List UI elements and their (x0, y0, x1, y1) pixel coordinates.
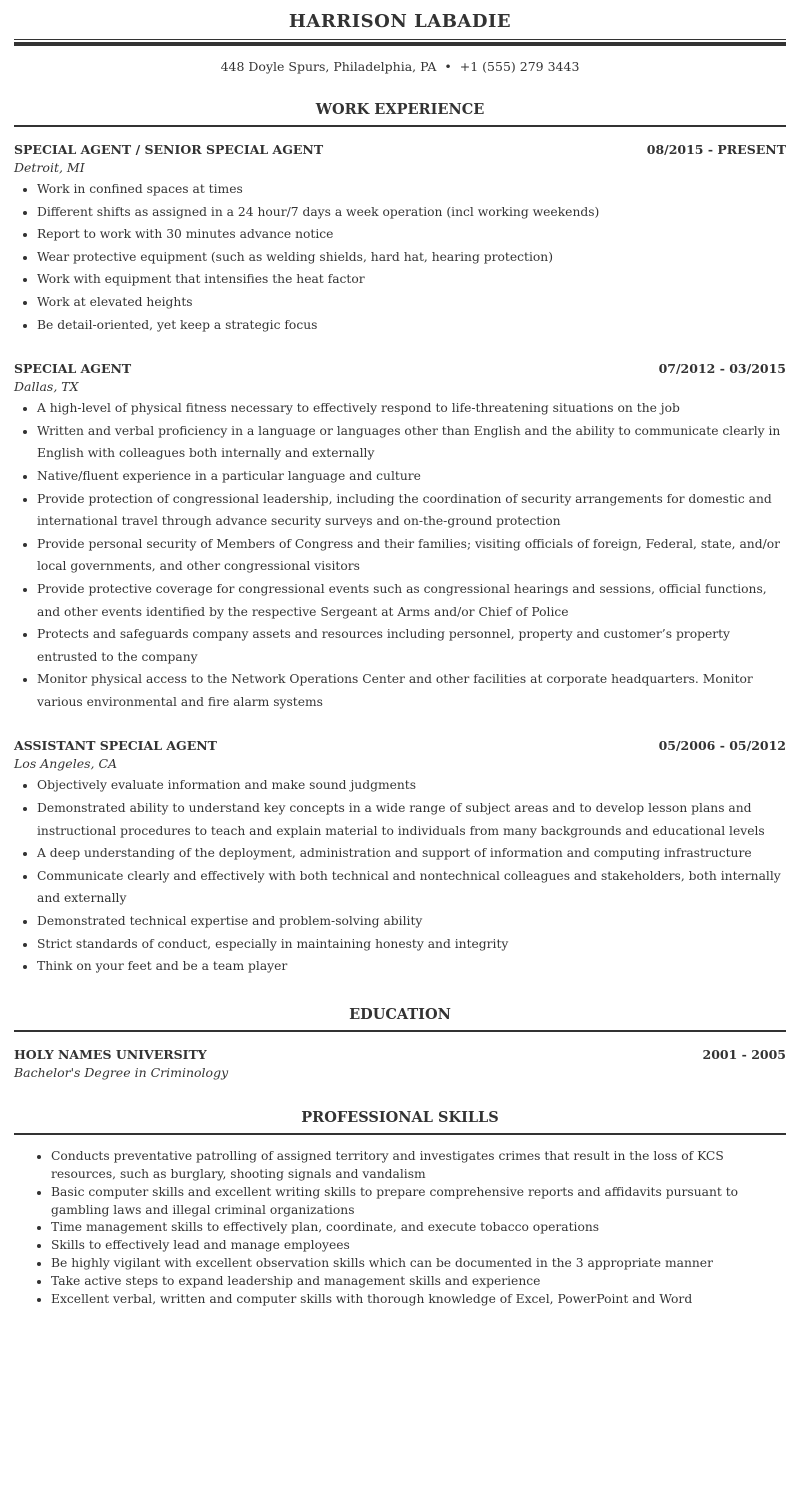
job-bullet: • Report to work with 30 minutes advance notice (37, 223, 786, 246)
section-title-education: EDUCATION (349, 1005, 451, 1023)
job-bullet: • Provide personal security of Members of Congress and their families; visiting officials of foreign, Federal, state, and/or local governments, and other congressional visitors (37, 533, 786, 578)
skill-item: • Take active steps to expand leadership and management skills and experience (51, 1273, 786, 1291)
education-section (14, 1005, 786, 1082)
job-location: Los Angeles, CA (14, 756, 118, 772)
job-dates: 08/2015 - PRESENT (646, 142, 786, 157)
skills-list (14, 1148, 786, 1309)
job-title: ASSISTANT SPECIAL AGENT (14, 738, 217, 754)
job-bullet: • Communicate clearly and effectively with both technical and nontechnical colleagues and stakeholders, both internally and externally (37, 865, 786, 910)
job-bullet: • Monitor physical access to the Network Operations Center and other facilities at corporate headquarters. Monitor various environmental and fire alarm systems (37, 668, 786, 713)
resume-page (14, 0, 786, 1309)
job-bullet: • Work in confined spaces at times (37, 178, 786, 201)
section-title-skills: PROFESSIONAL SKILLS (301, 1108, 499, 1126)
education-entry (14, 1046, 786, 1082)
job-bullet: • Protects and safeguards company assets and resources including personnel, property and customer’s property entrusted to the company (37, 623, 786, 668)
skill-item: • Skills to effectively lead and manage employees (51, 1237, 786, 1255)
degree: Bachelor's Degree in Criminology (14, 1064, 229, 1080)
job-bullet: • Demonstrated technical expertise and problem-solving ability (37, 910, 786, 933)
job-location: Dallas, TX (14, 379, 79, 395)
section-divider (14, 1030, 786, 1032)
skills-section (14, 1108, 786, 1309)
education-dates: 2001 - 2005 (702, 1046, 786, 1062)
job-entry (14, 141, 786, 336)
job-bullets (14, 178, 786, 336)
job-bullet: • Be detail-oriented, yet keep a strategic focus (37, 314, 786, 337)
job-dates: 05/2006 - 05/2012 (658, 738, 786, 754)
skill-item: • Be highly vigilant with excellent observation skills which can be documented in the 3 appropriate manner (51, 1255, 786, 1273)
job-entry (14, 360, 786, 713)
contact-separator: • (444, 59, 452, 74)
section-divider (14, 125, 786, 127)
job-bullet: • Work with equipment that intensifies the heat factor (37, 268, 786, 291)
work-experience-section (14, 100, 786, 978)
job-bullet: • Written and verbal proficiency in a language or languages other than English and the ability to communicate clearly in English with colleagues both internally and externally (37, 420, 786, 465)
job-bullet: • Think on your feet and be a team player (37, 955, 786, 978)
section-divider (14, 1133, 786, 1135)
skill-item: • Conducts preventative patrolling of assigned territory and investigates crimes that result in the loss of KCS resources, such as burglary, shooting signals and vandalism (51, 1148, 786, 1184)
candidate-name: HARRISON LABADIE (288, 11, 512, 32)
contact-phone: +1 (555) 279 3443 (459, 59, 580, 74)
job-bullet: • Provide protective coverage for congressional events such as congressional hearings and sessions, official functions, and other events identified by the respective Sergeant at Arms and/or Chief of Police (37, 578, 786, 623)
job-location: Detroit, MI (14, 160, 85, 175)
job-bullet: • Work at elevated heights (37, 291, 786, 314)
job-bullet: • Strict standards of conduct, especially in maintaining honesty and integrity (37, 933, 786, 956)
job-bullet: • Native/fluent experience in a particular language and culture (37, 465, 786, 488)
job-entry (14, 737, 786, 977)
job-dates: 07/2012 - 03/2015 (658, 361, 786, 377)
school-name: HOLY NAMES UNIVERSITY (14, 1046, 207, 1062)
header-divider (14, 39, 786, 46)
job-title: SPECIAL AGENT / SENIOR SPECIAL AGENT (14, 142, 324, 157)
skill-item: • Excellent verbal, written and computer skills with thorough knowledge of Excel, PowerPoint and Word (51, 1291, 786, 1309)
skill-item: • Basic computer skills and excellent writing skills to prepare comprehensive reports and affidavits pursuant to gambling laws and illegal criminal organizations (51, 1184, 786, 1220)
contact-line (14, 57, 786, 77)
job-bullets (14, 397, 786, 713)
job-bullets (14, 774, 786, 977)
job-title: SPECIAL AGENT (14, 361, 132, 377)
job-bullet: • Different shifts as assigned in a 24 hour/7 days a week operation (incl working weekends) (37, 201, 786, 224)
job-bullet: • Demonstrated ability to understand key concepts in a wide range of subject areas and to develop lesson plans and instructional procedures to teach and explain material to individuals from many backgrounds and educational levels (37, 797, 786, 842)
skill-item: • Time management skills to effectively plan, coordinate, and execute tobacco operations (51, 1219, 786, 1237)
job-bullet: • A deep understanding of the deployment, administration and support of information and computing infrastructure (37, 842, 786, 865)
job-bullet: • Wear protective equipment (such as welding shields, hard hat, hearing protection) (37, 246, 786, 269)
section-title-work-experience: WORK EXPERIENCE (315, 101, 485, 118)
job-bullet: • Provide protection of congressional leadership, including the coordination of security arrangements for domestic and international travel through advance security surveys and on-the-ground protection (37, 488, 786, 533)
job-bullet: • Objectively evaluate information and make sound judgments (37, 774, 786, 797)
contact-address: 448 Doyle Spurs, Philadelphia, PA (220, 59, 437, 74)
job-bullet: • A high-level of physical fitness necessary to effectively respond to life-threatening situations on the job (37, 397, 786, 420)
